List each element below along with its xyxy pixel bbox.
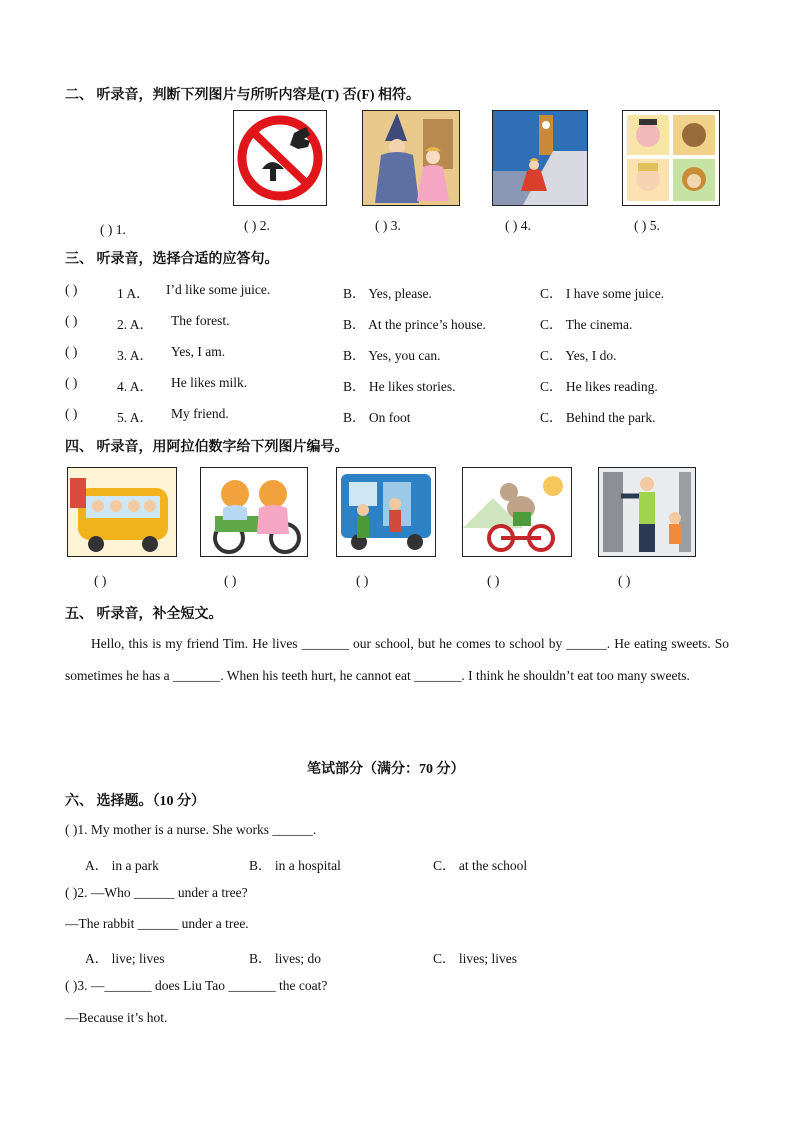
s6-q1-option-a: A． in a park [85, 858, 159, 873]
s2-answer-5[interactable]: ( ) 5. [634, 218, 660, 233]
traffic-police-illustration [598, 467, 696, 557]
mouse-riding-bike-illustration [462, 467, 572, 557]
journey-to-the-west-characters-illustration [622, 110, 720, 206]
section5-paragraph: Hello, this is my friend Tim. He lives _______ our school, but he comes to school by ______. He eating sweets. So sometimes he has a _______. When his teeth hurt, he cannot eat _______. I think he shouldn’t eat too many sweets. [65, 636, 729, 683]
s3-blank-5[interactable]: ( ) [65, 406, 78, 421]
s3-blank-2[interactable]: ( ) [65, 313, 78, 328]
s6-q1-option-b: B． in a hospital [249, 858, 341, 873]
s3-blank-4[interactable]: ( ) [65, 375, 78, 390]
s6-question-2: ( )2. —Who ______ under a tree? [65, 885, 248, 900]
s4-answer-3[interactable]: ( ) [356, 573, 369, 588]
school-bus-illustration [67, 467, 177, 557]
s2-answer-4[interactable]: ( ) 4. [505, 218, 531, 233]
witch-and-girl-illustration [362, 110, 460, 206]
no-picking-mushrooms-sign-icon [233, 110, 327, 206]
s3-num-3: 3. A． [117, 348, 154, 363]
s3-option-a-1: I’d like some juice. [166, 282, 271, 297]
s3-option-a-4: He likes milk. [171, 375, 248, 390]
s2-answer-2[interactable]: ( ) 2. [244, 218, 270, 233]
s3-num-2: 2. A． [117, 317, 154, 332]
s6-question-1: ( )1. My mother is a nurse. She works ______. [65, 822, 317, 837]
s3-option-c-1: C． I have some juice. [540, 286, 665, 301]
section2-heading: 二、 听录音，判断下列图片与所听内容是(T) 否(F) 相符。 [65, 88, 421, 103]
s3-option-c-4: C． He likes reading. [540, 379, 658, 394]
princess-on-stairs-illustration [492, 110, 588, 206]
s2-answer-3[interactable]: ( ) 3. [375, 218, 401, 233]
s3-option-a-5: My friend. [171, 406, 229, 421]
s4-answer-5[interactable]: ( ) [618, 573, 631, 588]
s6-q2-option-a: A． live; lives [85, 951, 165, 966]
s6-q1-option-c: C． at the school [433, 858, 528, 873]
section5-heading: 五、 听录音，补全短文。 [65, 607, 223, 622]
s3-option-b-3: B． Yes, you can. [343, 348, 441, 363]
s6-q2-option-c: C． lives; lives [433, 951, 517, 966]
s3-option-b-4: B． He likes stories. [343, 379, 456, 394]
section4-heading: 四、 听录音，用阿拉伯数字给下列图片编号。 [65, 440, 349, 455]
s3-blank-3[interactable]: ( ) [65, 344, 78, 359]
s3-option-a-2: The forest. [171, 313, 230, 328]
s3-num-4: 4. A． [117, 379, 154, 394]
s6-question-3-line2: —Because it’s hot. [65, 1010, 168, 1025]
s4-answer-2[interactable]: ( ) [224, 573, 237, 588]
s3-num-1: 1 A． [117, 286, 150, 301]
s6-question-2-line2: —The rabbit ______ under a tree. [65, 916, 249, 931]
s3-option-b-2: B． At the prince’s house. [343, 317, 486, 332]
s6-question-3: ( )3. —_______ does Liu Tao _______ the coat? [65, 978, 328, 993]
s3-blank-1[interactable]: ( ) [65, 282, 78, 297]
s4-answer-1[interactable]: ( ) [94, 573, 107, 588]
written-part-title: 笔试部分（满分：70 分） [307, 762, 465, 777]
cats-on-bike-illustration [200, 467, 308, 557]
s6-q2-option-b: B． lives; do [249, 951, 322, 966]
s3-option-b-1: B． Yes, please. [343, 286, 432, 301]
section3-heading: 三、 听录音，选择合适的应答句。 [65, 252, 279, 267]
s3-option-a-3: Yes, I am. [171, 344, 226, 359]
s3-option-b-5: B． On foot [343, 410, 411, 425]
s3-option-c-3: C． Yes, I do. [540, 348, 617, 363]
section6-heading: 六、 选择题。（10 分） [65, 794, 205, 809]
s4-answer-4[interactable]: ( ) [487, 573, 500, 588]
s3-option-c-2: C． The cinema. [540, 317, 633, 332]
s3-option-c-5: C． Behind the park. [540, 410, 656, 425]
people-boarding-bus-illustration [336, 467, 436, 557]
s2-answer-1[interactable]: ( ) 1. [100, 222, 126, 237]
s3-num-5: 5. A． [117, 410, 154, 425]
